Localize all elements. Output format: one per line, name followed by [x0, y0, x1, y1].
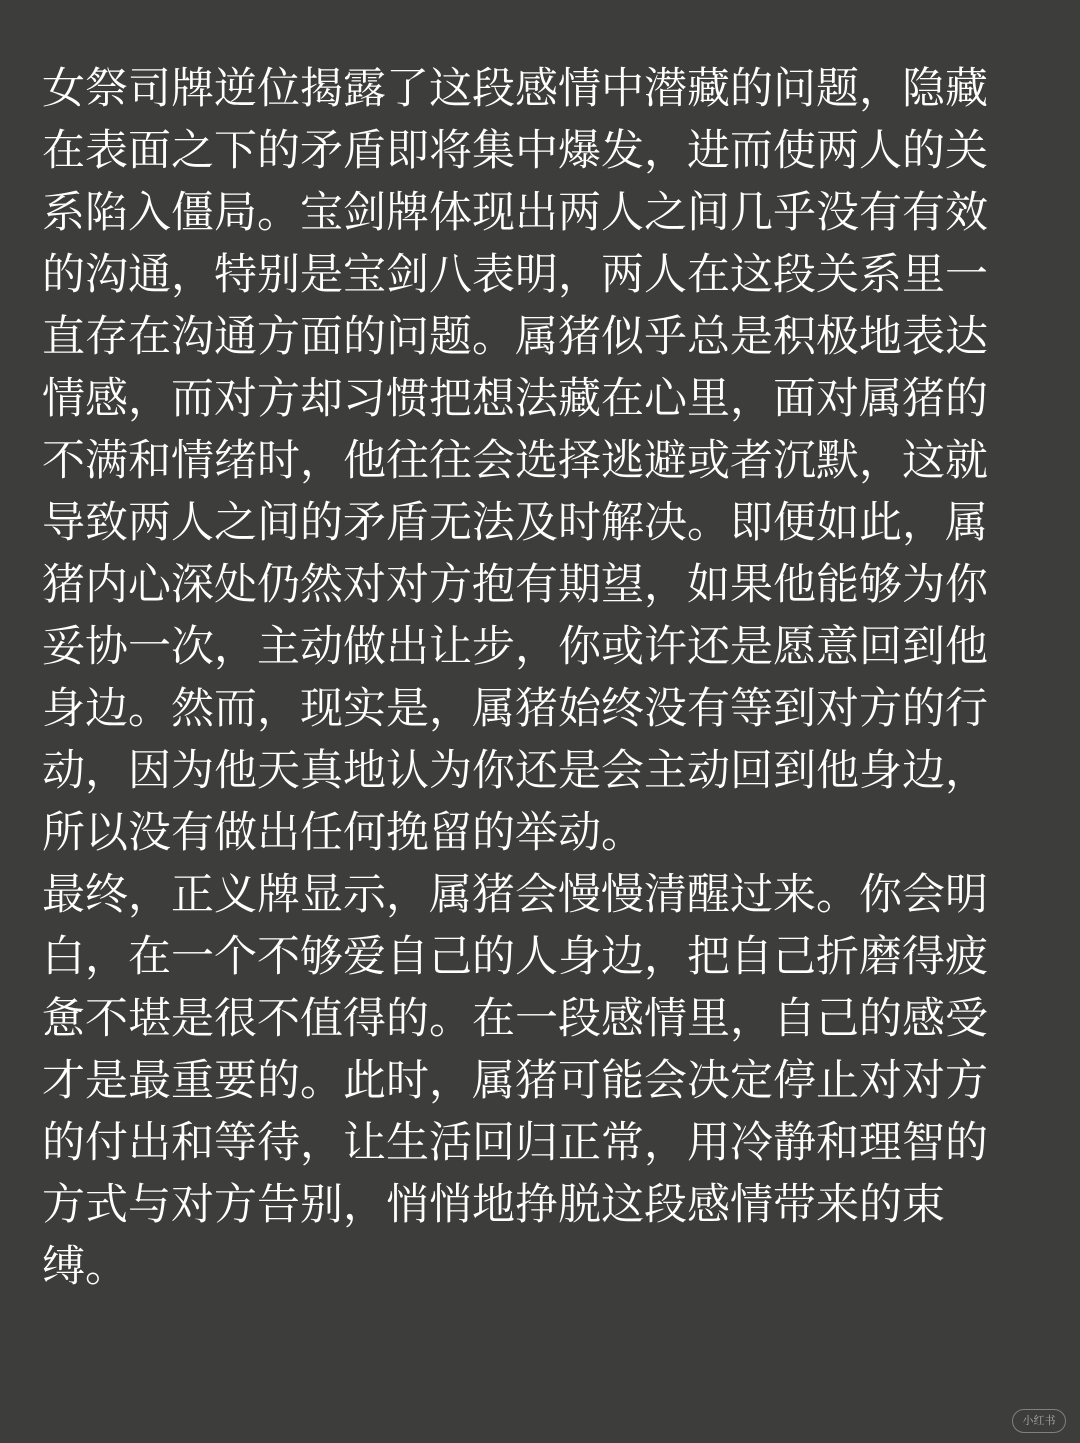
text-line: 猪内心深处仍然对对方抱有期望，如果他能够为你	[42, 560, 988, 610]
text-line: 动，因为他天真地认为你还是会主动回到他身边，	[42, 746, 988, 796]
text-line: 情感，而对方却习惯把想法藏在心里，面对属猪的	[42, 374, 988, 424]
text-line: 不满和情绪时，他往往会选择逃避或者沉默，这就	[42, 436, 988, 486]
text-line: 身边。然而，现实是，属猪始终没有等到对方的行	[42, 684, 988, 734]
text-line: 在表面之下的矛盾即将集中爆发，进而使两人的关	[42, 126, 988, 176]
text-line: 方式与对方告别，悄悄地挣脱这段感情带来的束	[42, 1180, 945, 1230]
text-line: 惫不堪是很不值得的。在一段感情里，自己的感受	[42, 994, 988, 1044]
text-line: 白，在一个不够爱自己的人身边，把自己折磨得疲	[42, 932, 988, 982]
text-line: 才是最重要的。此时，属猪可能会决定停止对对方	[42, 1056, 988, 1106]
text-line: 直存在沟通方面的问题。属猪似乎总是积极地表达	[42, 312, 988, 362]
text-line: 的付出和等待，让生活回归正常，用冷静和理智的	[42, 1118, 988, 1168]
text-line: 的沟通，特别是宝剑八表明，两人在这段关系里一	[42, 250, 988, 300]
watermark-logo: 小红书	[1012, 1409, 1066, 1433]
text-line: 导致两人之间的矛盾无法及时解决。即便如此，属	[42, 498, 988, 548]
text-line: 缚。	[42, 1242, 128, 1292]
article-body	[42, 58, 1032, 1298]
text-line: 妥协一次，主动做出让步，你或许还是愿意回到他	[42, 622, 988, 672]
text-line: 女祭司牌逆位揭露了这段感情中潜藏的问题，隐藏	[42, 64, 988, 114]
text-line: 最终，正义牌显示，属猪会慢慢清醒过来。你会明	[42, 870, 988, 920]
text-line: 系陷入僵局。宝剑牌体现出两人之间几乎没有有效	[42, 188, 988, 238]
text-line: 所以没有做出任何挽留的举动。	[42, 808, 644, 858]
